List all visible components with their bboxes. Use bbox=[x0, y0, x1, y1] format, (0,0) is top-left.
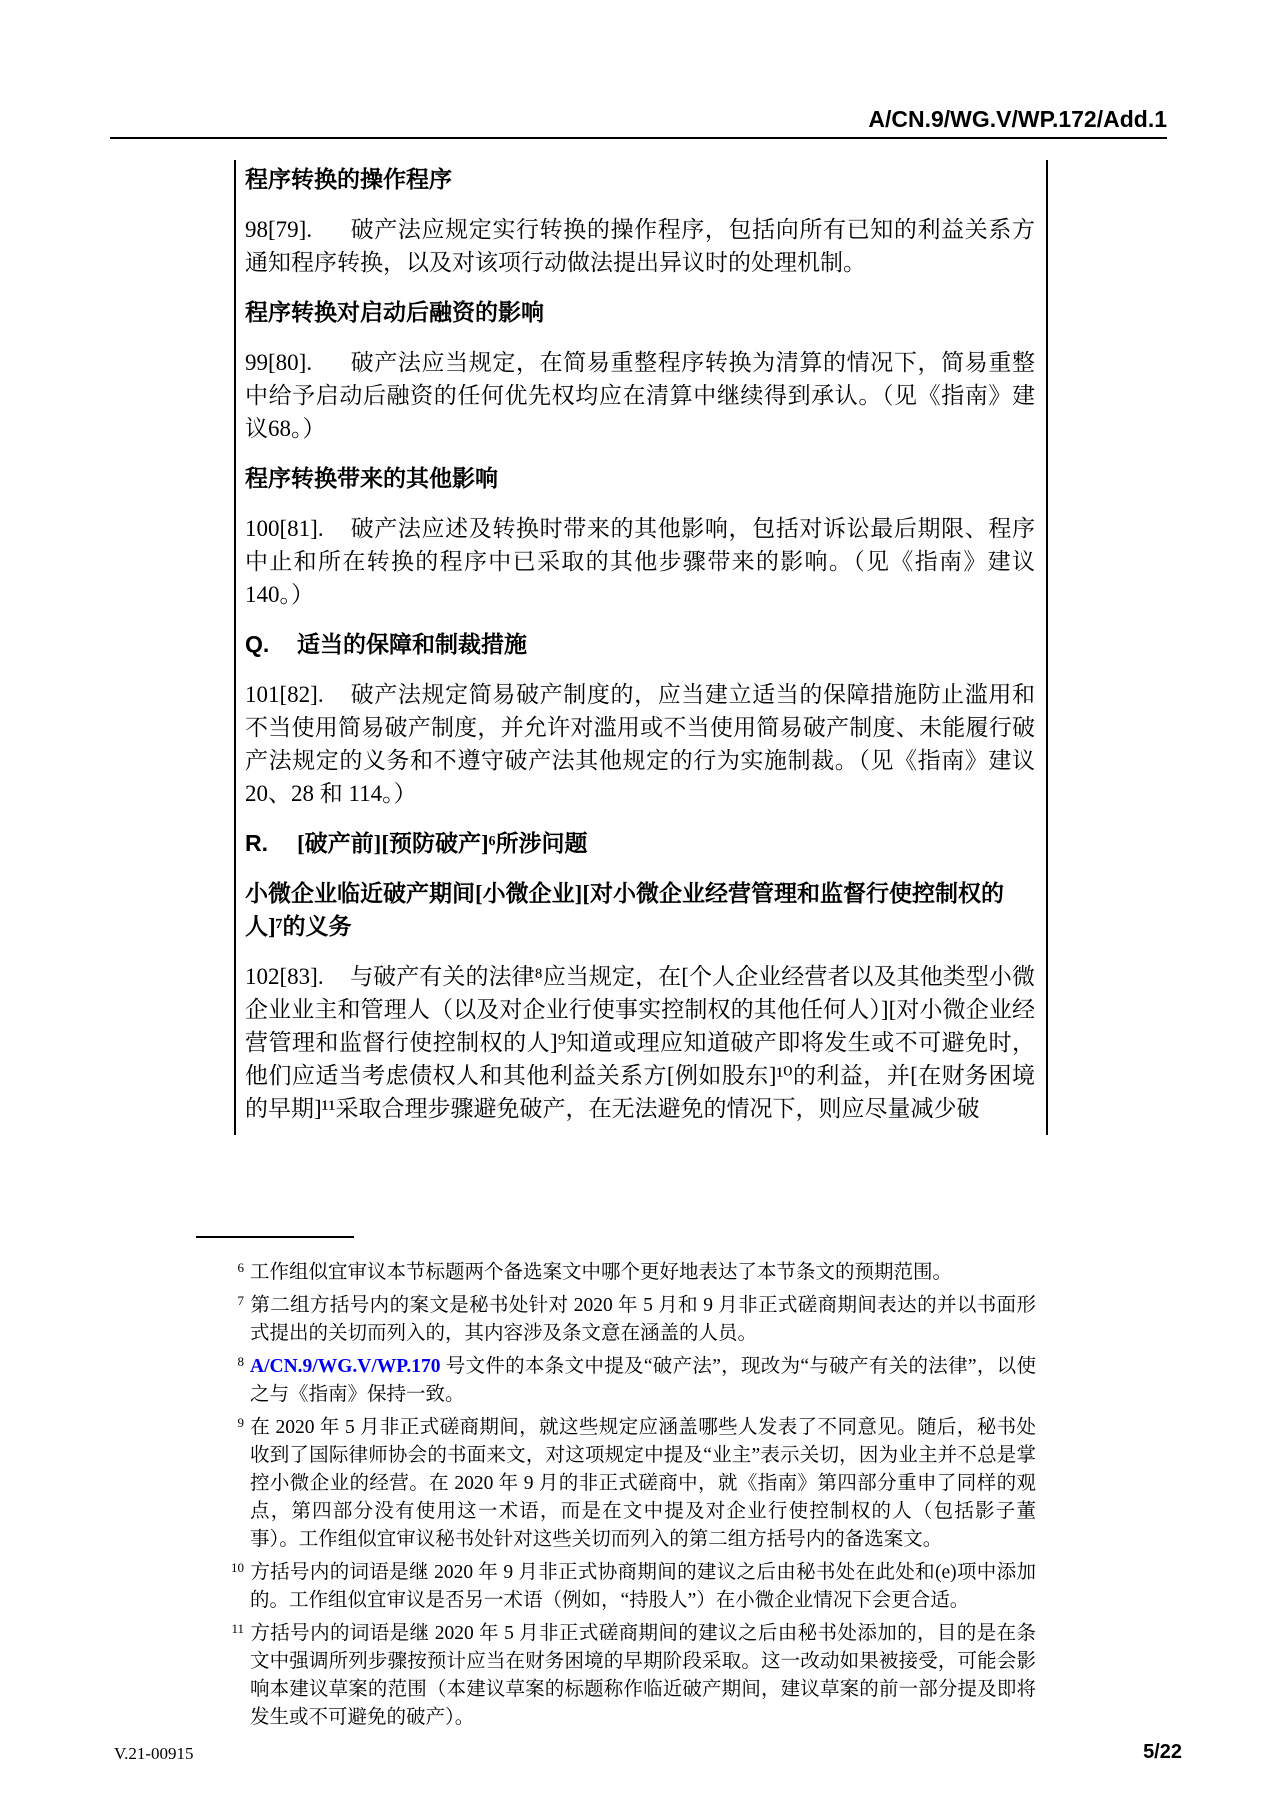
heading-conversion-effect-on-financing: 程序转换对启动后融资的影响 bbox=[245, 300, 544, 325]
section-letter: Q. bbox=[245, 631, 270, 657]
footnote-number: 10 bbox=[231, 1560, 244, 1575]
footnotes-section bbox=[196, 1236, 1036, 1732]
section-r-heading bbox=[245, 827, 1035, 860]
section-title: 适当的保障和制裁措施 bbox=[297, 632, 527, 657]
heading-other-effects-of-conversion: 程序转换带来的其他影响 bbox=[245, 466, 498, 491]
para-number: 98[79]. bbox=[245, 217, 313, 242]
footnote-number: 9 bbox=[237, 1415, 244, 1430]
para-text: 与破产有关的法律⁸应当规定，在[个人企业经营者以及其他类型小微企业业主和管理人（以及对企业行使事实控制权的其他任何人）][对小微企业经营管理和监督行使控制权的人]⁹知道或理应知道破产即将发生或不可避免时，他们应适当考虑债权人和其他利益关系方[例如股东]¹⁰的利益，并[在财务困境的早期]¹¹采取合理步骤避免破产，在无法避免的情况下，则应尽量减少破 bbox=[245, 964, 1035, 1121]
footnote-text: 第二组方括号内的案文是秘书处针对 2020 年 5 月和 9 月非正式磋商期间表达的并以书面形式提出的关切而列入的，其内容涉及条文意在涵盖的人员。 bbox=[250, 1295, 1036, 1344]
footnote-text: 工作组似宜审议本节标题两个备选案文中哪个更好地表达了本节条文的预期范围。 bbox=[250, 1262, 953, 1283]
para-text: 破产法应规定实行转换的操作程序，包括向所有已知的利益关系方通知程序转换，以及对该项行动做法提出异议时的处理机制。 bbox=[245, 217, 1035, 275]
footnote-6 bbox=[196, 1254, 1036, 1287]
footnote-number: 6 bbox=[237, 1260, 244, 1275]
footnote-9 bbox=[196, 1409, 1036, 1554]
section-q-heading bbox=[245, 628, 1035, 661]
para-102 bbox=[245, 960, 1035, 1125]
footnote-text: 方括号内的词语是继 2020 年 5 月非正式磋商期间的建议之后由秘书处添加的，目的是在条文中强调所列步骤按预计应当在财务困境的早期阶段采取。这一改动如果被接受，可能会影响本建议草案的范围（本建议草案的标题称作临近破产期间，建议草案的前一部分提及即将发生或不可避免的破产）。 bbox=[250, 1623, 1036, 1728]
para-number: 99[80]. bbox=[245, 350, 313, 375]
section-letter: R. bbox=[245, 830, 268, 856]
para-number: 102[83]. bbox=[245, 964, 324, 989]
header-rule bbox=[110, 137, 1167, 139]
footnote-text: 号文件的本条文中提及“破产法”，现改为“与破产有关的法律”，以使之与《指南》保持一致。 bbox=[250, 1356, 1036, 1405]
doc-symbol: A/CN.9/WG.V/WP.172/Add.1 bbox=[868, 106, 1167, 132]
footnote-7 bbox=[196, 1287, 1036, 1348]
para-99 bbox=[245, 346, 1035, 445]
footnote-list bbox=[196, 1254, 1036, 1732]
job-number: V.21-00915 bbox=[114, 1744, 194, 1763]
footnote-separator bbox=[196, 1236, 354, 1238]
footnote-10 bbox=[196, 1554, 1036, 1615]
change-bar-left bbox=[234, 160, 236, 1135]
footnote-number: 11 bbox=[231, 1621, 244, 1636]
footnote-text: 方括号内的词语是继 2020 年 9 月非正式协商期间的建议之后由秘书处在此处和(e)项中添加的。工作组似宜审议是否另一术语（例如，“持股人”）在小微企业情况下会更合适。 bbox=[250, 1562, 1036, 1611]
change-bar-right bbox=[1046, 160, 1048, 1135]
para-number: 100[81]. bbox=[245, 516, 324, 541]
page-number: 5/22 bbox=[1143, 1741, 1182, 1763]
subheading-msme-obligations: 小微企业临近破产期间[小微企业][对小微企业经营管理和监督行使控制权的人]⁷的义务 bbox=[245, 881, 1004, 939]
footnote-link-wp170[interactable]: A/CN.9/WG.V/WP.170 bbox=[250, 1356, 441, 1377]
para-101 bbox=[245, 678, 1035, 810]
footnote-11 bbox=[196, 1615, 1036, 1732]
para-text: 破产法规定简易破产制度的，应当建立适当的保障措施防止滥用和不当使用简易破产制度，并允许对滥用或不当使用简易破产制度、未能履行破产法规定的义务和不遵守破产法其他规定的行为实施制裁。（见《指南》建议20、28 和 114。） bbox=[245, 682, 1035, 806]
heading-conversion-operational-procedures: 程序转换的操作程序 bbox=[245, 167, 452, 192]
footnote-text: 在 2020 年 5 月非正式磋商期间，就这些规定应涵盖哪些人发表了不同意见。随后，秘书处收到了国际律师协会的书面来文，对这项规定中提及“业主”表示关切，因为业主并不总是掌控小微企业的经营。在 2020 年 9 月的非正式磋商中，就《指南》第四部分重申了同样的观点，第四部分没有使用这一术语，而是在文中提及对企业行使控制权的人（包括影子董事）。工作组似宜审议秘书处针对这些关切而列入的第二组方括号内的备选案文。 bbox=[250, 1417, 1036, 1550]
para-98 bbox=[245, 213, 1035, 279]
footnote-8 bbox=[196, 1348, 1036, 1409]
para-100 bbox=[245, 512, 1035, 611]
main-text-column bbox=[245, 163, 1035, 1125]
para-number: 101[82]. bbox=[245, 682, 324, 707]
para-text: 破产法应述及转换时带来的其他影响，包括对诉讼最后期限、程序中止和所在转换的程序中已采取的其他步骤带来的影响。（见《指南》建议140。） bbox=[245, 516, 1035, 607]
para-text: 破产法应当规定，在简易重整程序转换为清算的情况下，简易重整中给予启动后融资的任何优先权均应在清算中继续得到承认。（见《指南》建议68。） bbox=[245, 350, 1035, 441]
footnote-number: 7 bbox=[237, 1293, 244, 1308]
footnote-number: 8 bbox=[237, 1354, 244, 1369]
section-title: [破产前][预防破产]⁶所涉问题 bbox=[297, 831, 588, 856]
